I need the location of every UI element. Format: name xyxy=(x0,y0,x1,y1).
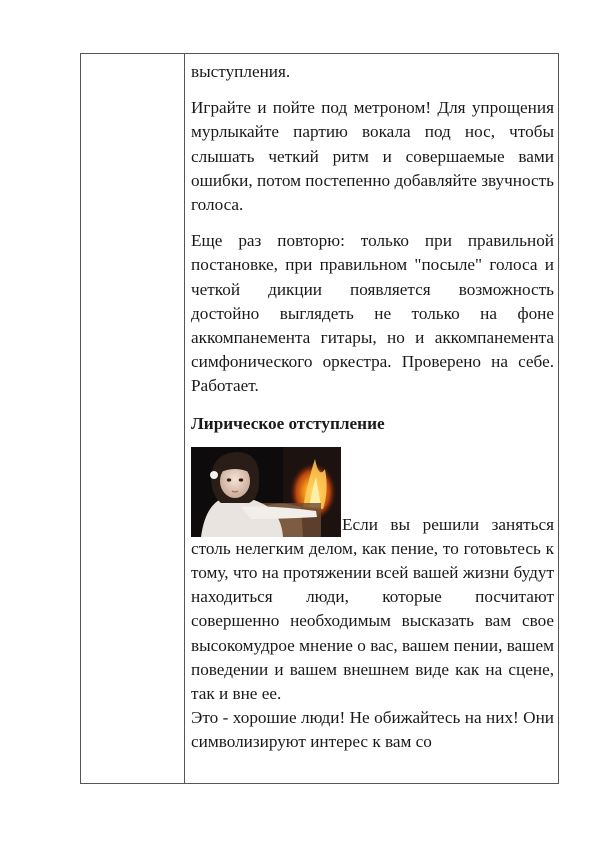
paragraph-3: Еще раз повторю: только при правильной постановке, при правильном "посыле" голоса и четкой дикции появляется возможность достойно выглядеть не только на фоне аккомпанемента гитары, но и аккомпанемента симфонического оркестра. Проверено на себе. Работает. xyxy=(191,231,554,396)
paragraph-1: выступления. xyxy=(191,62,291,81)
table-column-divider xyxy=(184,54,185,783)
girl-by-fireplace-photo xyxy=(191,447,341,537)
paragraph-with-image xyxy=(191,447,554,706)
paragraph-2: Играйте и пойте под метроном! Для упрощения мурлыкайте партию вокала под нос, чтобы слышать четкий ритм и совершаемые вами ошибки, потом постепенно добавляйте звучность голоса. xyxy=(191,98,554,215)
image-caption-text: Если вы решили заняться столь нелегким делом, как пение, то готовьтесь к тому, что на протяжении всей вашей жизни будут находиться люди, которые посчитают совершенно необходимым высказать вам свое высокомудрое мнение о вас, вашем пении, вашем поведении и вашем внешнем виде как на сцене, так и вне ее. xyxy=(191,514,554,704)
section-heading: Лирическое отступление xyxy=(191,413,385,433)
document-table xyxy=(80,53,559,784)
paragraph-6: Это - хорошие люди! Не обижайтесь на них! Они символизируют интерес к вам со xyxy=(191,708,554,752)
table-content-cell xyxy=(191,54,554,755)
